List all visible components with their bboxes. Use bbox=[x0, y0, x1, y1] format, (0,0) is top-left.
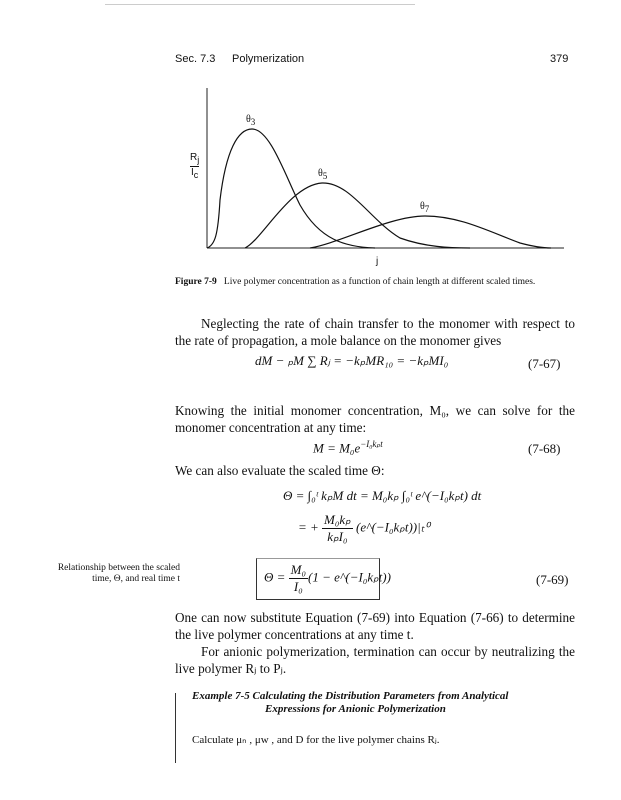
y-label-den-sub: c bbox=[193, 170, 199, 180]
curve-label-theta3: $\theta_3$ bbox=[246, 114, 256, 127]
y-axis-label bbox=[190, 152, 199, 181]
example-text: Calculate μₙ , μw , and D for the live polymer chains Rⱼ. bbox=[192, 734, 440, 746]
caption-label: Figure 7-9 bbox=[175, 277, 217, 287]
curve-label-theta7: $\theta_7$ bbox=[420, 201, 430, 214]
equation-number-7-69: (7-69) bbox=[536, 572, 569, 587]
y-label-num: R bbox=[190, 152, 198, 163]
paragraph-5: For anionic polymerization, termination can occur by neutralizing the live polymer Rⱼ to Pⱼ. bbox=[175, 644, 575, 676]
paragraph-1: Neglecting the rate of chain transfer to the monomer with respect to the rate of propagation, a mole balance on the monomer gives bbox=[175, 316, 575, 348]
paragraph-3: We can also evaluate the scaled time Θ: bbox=[175, 463, 385, 478]
equation-7-69: Θ = $\frac{\text{M₀}}{\text{I₀}}$ (1 − e^(−I₀kₚt)) bbox=[264, 562, 391, 594]
equation-7-67: dM − ₚM ∑ Rⱼ = −kₚMR₁₀ = −kₚMI₀ bbox=[255, 353, 449, 368]
equation-number-7-68: (7-68) bbox=[528, 441, 561, 456]
y-label-den: I bbox=[190, 167, 194, 178]
y-label-num-sub: j bbox=[197, 155, 200, 165]
equation-number-7-67: (7-67) bbox=[528, 356, 561, 371]
curve-theta7 bbox=[310, 216, 551, 248]
example-rule bbox=[175, 693, 176, 763]
equation-7-68: $M = M_0e^{-I_0k_pt}$ bbox=[313, 439, 383, 456]
paragraph-2: Knowing the initial monomer concentration, M₀, we can solve for the monomer concentration at any time: bbox=[175, 403, 575, 435]
equation-theta-line2: = + $\frac{\text{M₀kₚ}}{\text{kₚI₀}}$ (e^(−I₀kₚt))|ₜ⁰ bbox=[298, 512, 430, 544]
curve-label-theta5: $\theta_5$ bbox=[318, 168, 328, 181]
curve-theta3 bbox=[207, 129, 375, 248]
x-axis-label: j bbox=[376, 256, 379, 267]
figure-plot bbox=[0, 0, 621, 300]
caption-text: Live polymer concentration as a function of chain length at different scaled times. bbox=[223, 277, 536, 287]
example-title: Example 7-5 Calculating the Distribution Parameters from Analytical Expressions for Anionic Polymerization bbox=[192, 690, 509, 715]
curve-theta5 bbox=[245, 183, 470, 248]
figure-caption bbox=[175, 276, 575, 288]
paragraph-4: One can now substitute Equation (7-69) into Equation (7-66) to determine the live polymer concentrations at any time t. bbox=[175, 610, 575, 642]
page-number: 379 bbox=[550, 53, 569, 65]
section-header: Sec. 7.3 bbox=[175, 53, 216, 65]
chapter-title: Polymerization bbox=[232, 53, 305, 65]
margin-note: Relationship between the scaled time, Θ, and real time t bbox=[57, 563, 180, 584]
equation-theta-line1: Θ = ∫₀ᵗ kₚM dt = M₀kₚ ∫₀ᵗ e^(−I₀kₚt) dt bbox=[283, 488, 482, 503]
